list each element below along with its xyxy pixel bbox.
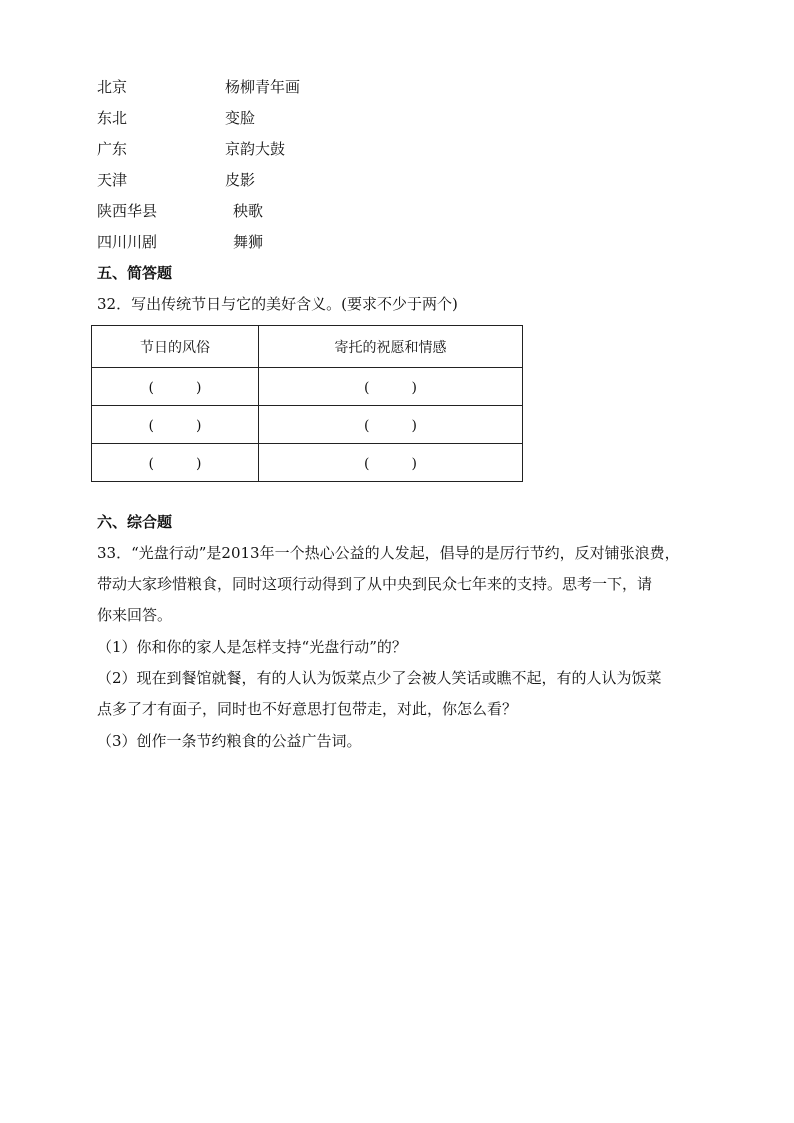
match-right-4: 秧歌 — [233, 202, 264, 220]
table-header-row — [92, 326, 523, 368]
table-row — [92, 368, 523, 406]
match-left-5: 四川川剧 — [97, 233, 158, 251]
question-33-line-2: 带动大家珍惜粮食，同时这项行动得到了从中央到民众七年来的支持。思考一下，请 — [97, 575, 653, 593]
match-left-1: 东北 — [97, 109, 128, 127]
table-header: 寄托的祝愿和情感 — [259, 326, 523, 368]
answer-blank[interactable]: ( ) — [259, 368, 523, 406]
answer-blank[interactable]: ( ) — [92, 406, 259, 444]
match-right-0: 杨柳青年画 — [225, 78, 301, 96]
question-33-line-3: 你来回答。 — [97, 606, 173, 624]
answer-blank[interactable]: ( ) — [259, 406, 523, 444]
table-row — [92, 406, 523, 444]
answer-blank[interactable]: ( ) — [259, 444, 523, 482]
match-right-2: 京韵大鼓 — [225, 140, 286, 158]
table-row — [92, 444, 523, 482]
sub-question-2-line-1: （2）现在到餐馆就餐，有的人认为饭菜点少了会被人笑话或瞧不起，有的人认为饭菜 — [97, 669, 662, 687]
festival-table — [91, 325, 523, 482]
section6-heading: 六、综合题 — [97, 513, 173, 531]
answer-blank[interactable]: ( ) — [92, 368, 259, 406]
answer-blank[interactable]: ( ) — [92, 444, 259, 482]
section5-heading: 五、简答题 — [97, 264, 173, 282]
match-right-1: 变脸 — [225, 109, 256, 127]
match-left-2: 广东 — [97, 140, 128, 158]
question-32: 32．写出传统节日与它的美好含义。(要求不少于两个) — [97, 295, 458, 313]
sub-question-1: （1）你和你的家人是怎样支持“光盘行动”的？ — [97, 638, 407, 656]
table-header: 节日的风俗 — [92, 326, 259, 368]
sub-question-3: （3）创作一条节约粮食的公益广告词。 — [97, 732, 362, 750]
match-right-5: 舞狮 — [233, 233, 264, 251]
match-left-0: 北京 — [97, 78, 128, 96]
match-left-3: 天津 — [97, 171, 128, 189]
match-right-3: 皮影 — [225, 171, 256, 189]
sub-question-2-line-2: 点多了才有面子，同时也不好意思打包带走，对此，你怎么看？ — [97, 700, 518, 718]
question-33-line-1: 33．“光盘行动”是2013年一个热心公益的人发起，倡导的是厉行节约，反对铺张浪费， — [97, 544, 680, 562]
match-left-4: 陕西华县 — [97, 202, 158, 220]
